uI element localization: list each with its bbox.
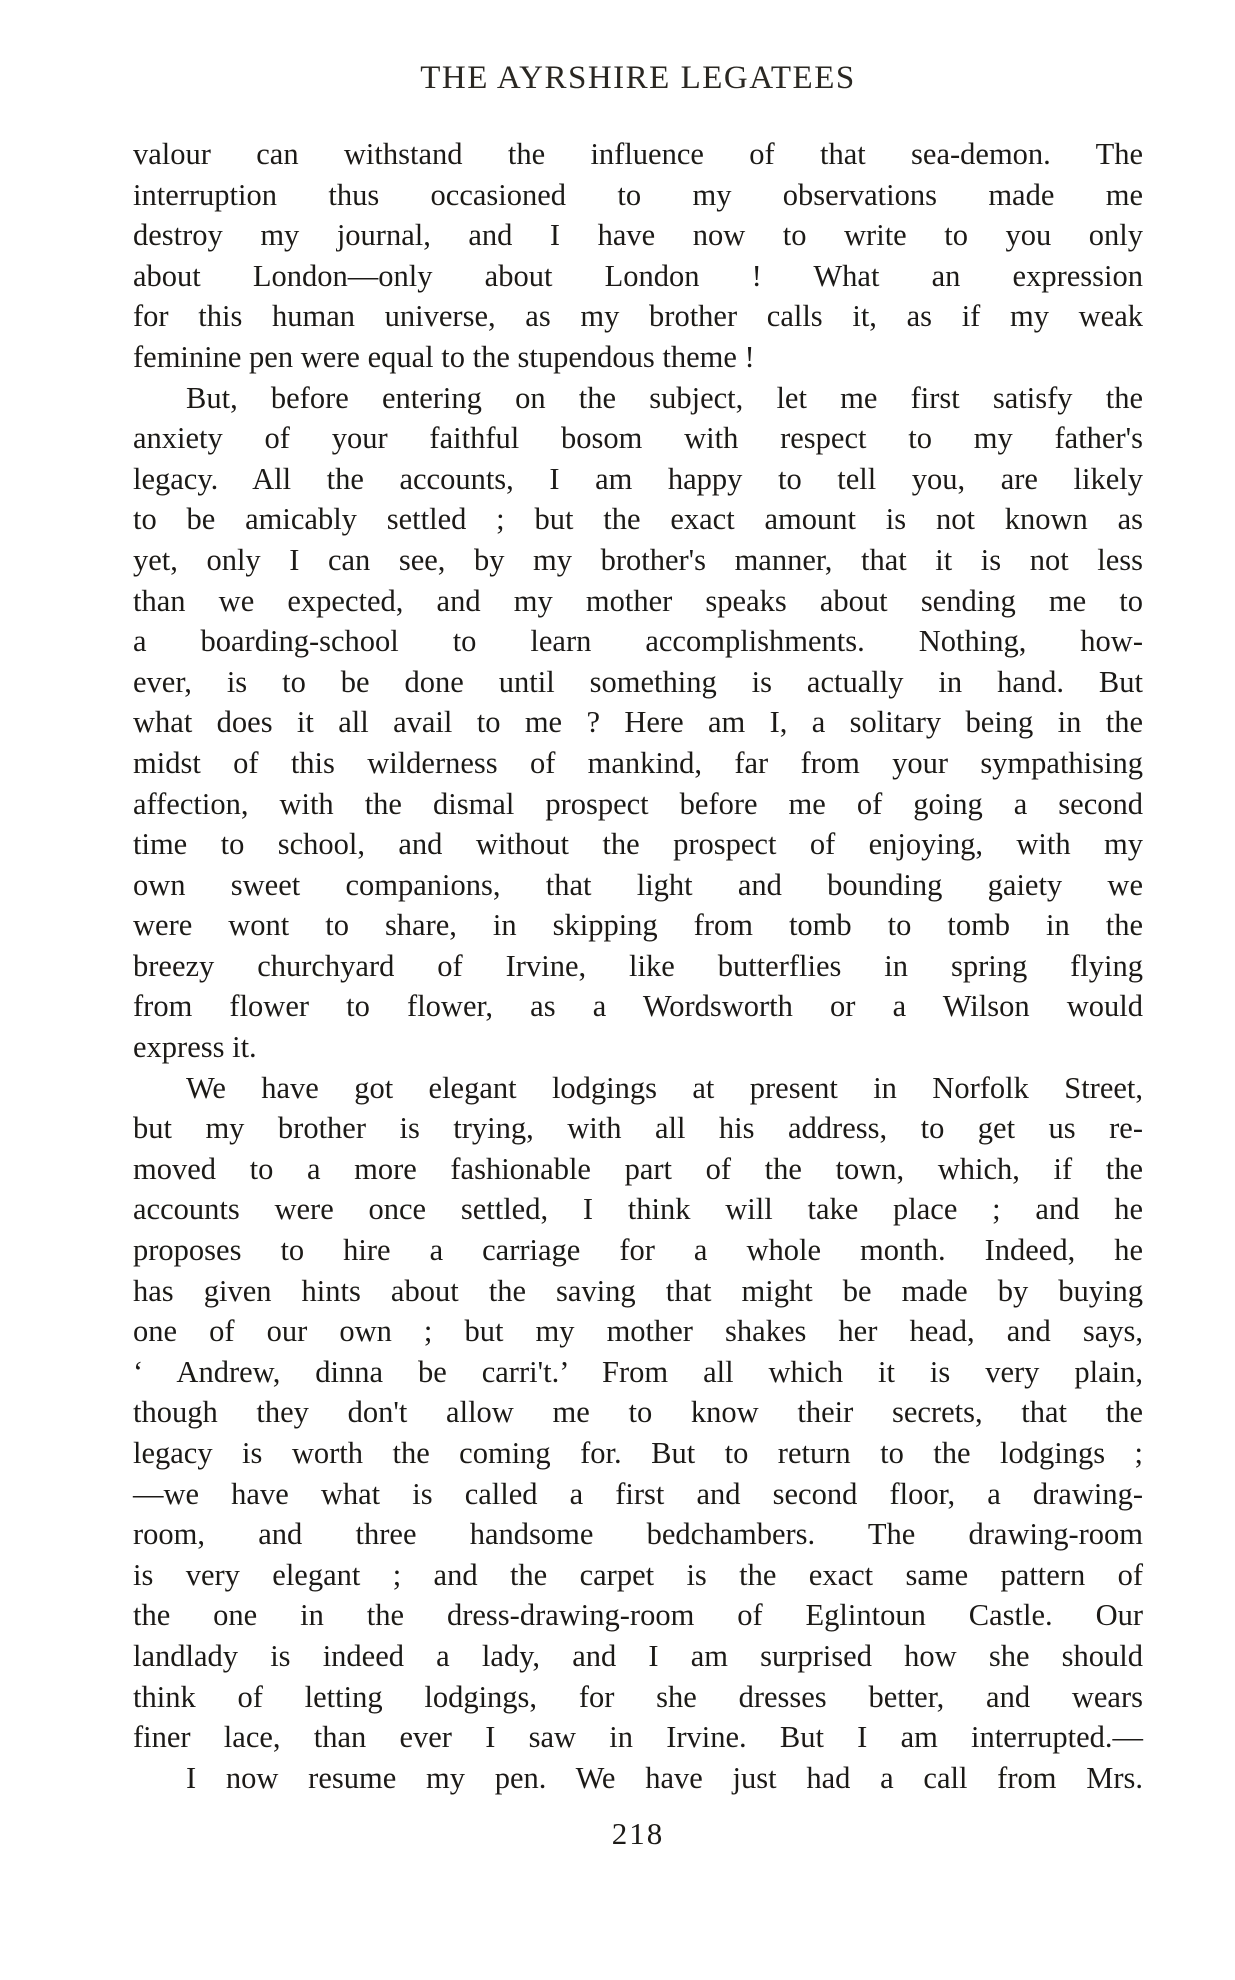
text-line: anxiety of your faithful bosom with respect to my father's — [133, 421, 1143, 456]
text-line: but my brother is trying, with all his address, to get us re- — [133, 1111, 1143, 1146]
text-line: breezy churchyard of Irvine, like butterflies in spring flying — [133, 948, 1143, 983]
text-line: has given hints about the saving that might be made by buying — [133, 1273, 1143, 1308]
text-line: what does it all avail to me ? Here am I, a solitary being in the — [133, 705, 1143, 740]
text-line: proposes to hire a carriage for a whole month. Indeed, he — [133, 1233, 1143, 1268]
text-line: interruption thus occasioned to my observations made me — [133, 177, 1143, 212]
text-line: though they don't allow me to know their secrets, that the — [133, 1395, 1143, 1430]
body-text — [133, 134, 1143, 1798]
text-line: We have got elegant lodgings at present in Norfolk Street, — [186, 1070, 1143, 1105]
text-line: midst of this wilderness of mankind, far from your sympathising — [133, 745, 1143, 780]
text-line: ever, is to be done until something is actually in hand. But — [133, 664, 1143, 699]
running-title: THE AYRSHIRE LEGATEES — [420, 60, 856, 96]
text-line: valour can withstand the influence of that sea-demon. The — [133, 137, 1143, 171]
text-line: ‘ Andrew, dinna be carri't.’ From all which it is very plain, — [133, 1354, 1143, 1389]
text-line: were wont to share, in skipping from tomb to tomb in the — [133, 908, 1143, 943]
text-line: for this human universe, as my brother calls it, as if my weak — [133, 299, 1143, 334]
text-line: finer lace, than ever I saw in Irvine. But I am interrupted.— — [133, 1720, 1143, 1755]
text-line: accounts were once settled, I think will take place ; and he — [133, 1192, 1143, 1227]
text-line: time to school, and without the prospect of enjoying, with my — [133, 827, 1143, 862]
text-line: express it. — [133, 1030, 257, 1065]
text-line: legacy. All the accounts, I am happy to tell you, are likely — [133, 461, 1143, 496]
text-line: feminine pen were equal to the stupendous theme ! — [133, 339, 755, 374]
text-line: own sweet companions, that light and bounding gaiety we — [133, 867, 1143, 902]
text-line: from flower to flower, as a Wordsworth or a Wilson would — [133, 989, 1143, 1024]
text-line: legacy is worth the coming for. But to return to the lodgings ; — [133, 1436, 1143, 1470]
text-line: than we expected, and my mother speaks about sending me to — [133, 583, 1143, 618]
text-line: affection, with the dismal prospect before me of going a second — [133, 786, 1143, 821]
text-line: But, before entering on the subject, let me first satisfy the — [186, 380, 1143, 415]
text-line: a boarding-school to learn accomplishments. Nothing, how- — [133, 624, 1143, 659]
text-line: moved to a more fashionable part of the town, which, if the — [133, 1151, 1143, 1186]
text-line: think of letting lodgings, for she dresses better, and wears — [133, 1679, 1143, 1714]
page-number: 218 — [611, 1816, 665, 1851]
text-line: one of our own ; but my mother shakes her head, and says, — [133, 1314, 1143, 1349]
text-line: the one in the dress-drawing-room of Eglintoun Castle. Our — [133, 1598, 1143, 1633]
text-line: landlady is indeed a lady, and I am surprised how she should — [133, 1638, 1143, 1673]
text-line: I now resume my pen. We have just had a call from Mrs. — [186, 1760, 1143, 1795]
text-line: room, and three handsome bedchambers. The drawing-room — [133, 1517, 1143, 1552]
text-line: —we have what is called a first and second floor, a drawing- — [133, 1476, 1143, 1511]
text-line: is very elegant ; and the carpet is the exact same pattern of — [133, 1557, 1143, 1592]
text-line: destroy my journal, and I have now to write to you only — [133, 218, 1143, 253]
text-line: about London—only about London ! What an expression — [133, 258, 1143, 293]
text-line: yet, only I can see, by my brother's manner, that it is not less — [133, 542, 1143, 577]
text-line: to be amicably settled ; but the exact amount is not known as — [133, 502, 1143, 537]
